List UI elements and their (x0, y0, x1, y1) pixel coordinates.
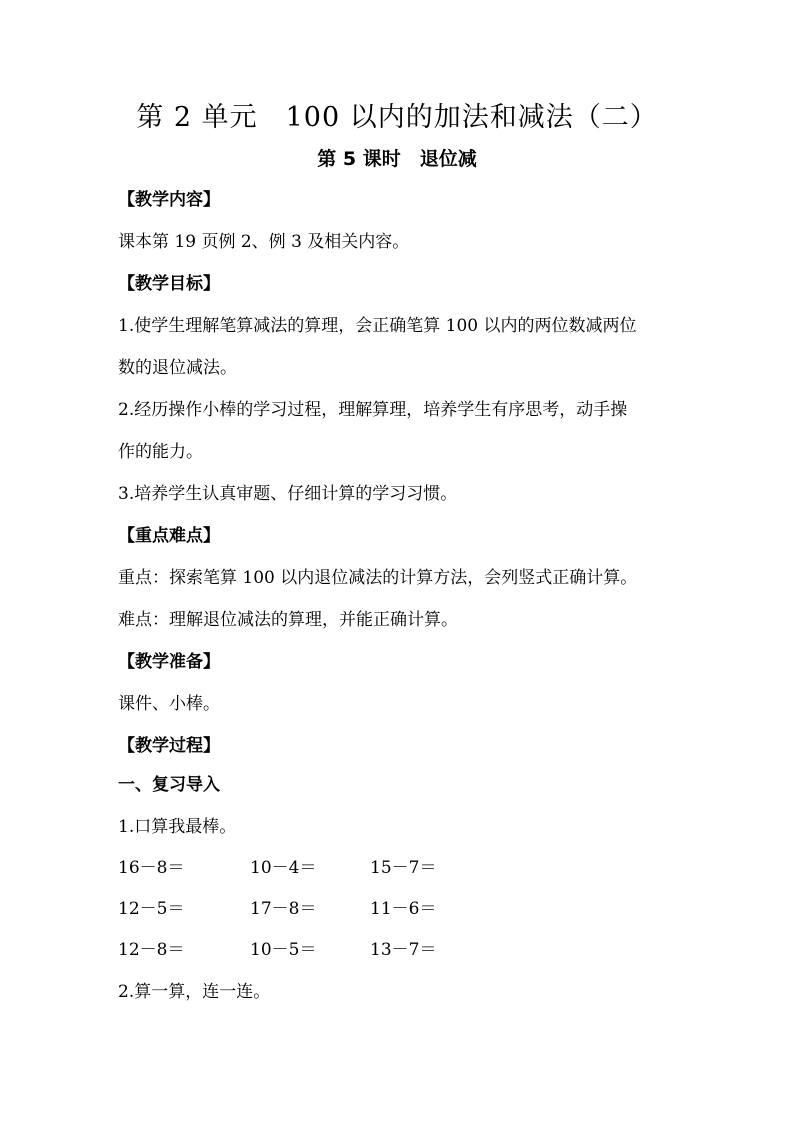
oral-calc-expression: 13－7＝ (370, 940, 437, 960)
goal-1-line-1: 1.使学生理解笔算减法的算理，会正确笔算 100 以内的两位数减两位 (118, 316, 637, 336)
difficult-point: 难点：理解退位减法的算理，并能正确计算。 (118, 610, 458, 630)
oral-calc-row (118, 853, 678, 883)
oral-calc-expression: 17－8＝ (250, 899, 317, 919)
content-text: 课本第 19 页例 2、例 3 及相关内容。 (118, 232, 410, 252)
goal-2-line-2: 作的能力。 (118, 442, 203, 462)
oral-calc-expression: 12－8＝ (118, 940, 185, 960)
goal-3: 3.培养学生认真审题、仔细计算的学习习惯。 (118, 484, 458, 504)
oral-calc-expression: 10－4＝ (250, 858, 317, 878)
section-heading-key-points: 【重点难点】 (118, 526, 220, 546)
oral-calc-expression: 15－7＝ (370, 858, 437, 878)
oral-calc-row (118, 935, 678, 965)
goal-2-line-1: 2.经历操作小棒的学习过程，理解算理，培养学生有序思考，动手操 (118, 400, 628, 420)
section-heading-goals: 【教学目标】 (118, 274, 220, 294)
item-2: 2.算一算，连一连。 (118, 982, 271, 1002)
oral-calc-row (118, 894, 678, 924)
lesson-subtitle: 第 5 课时 退位减 (317, 148, 477, 170)
section-heading-content: 【教学内容】 (118, 190, 220, 210)
item-1: 1.口算我最棒。 (118, 817, 237, 837)
oral-calc-expression: 16－8＝ (118, 858, 185, 878)
oral-calc-expression: 12－5＝ (118, 899, 185, 919)
document-title: 第 2 单元 100 以内的加法和减法（二） (136, 102, 658, 133)
key-point: 重点：探索笔算 100 以内退位减法的计算方法，会列竖式正确计算。 (118, 568, 638, 588)
part-1-heading: 一、复习导入 (118, 775, 220, 795)
oral-calc-expression: 10－5＝ (250, 940, 317, 960)
section-heading-process: 【教学过程】 (118, 736, 220, 756)
preparation-text: 课件、小棒。 (118, 694, 220, 714)
oral-calc-expression: 11－6＝ (370, 899, 437, 919)
section-heading-preparation: 【教学准备】 (118, 652, 220, 672)
goal-1-line-2: 数的退位减法。 (118, 358, 237, 378)
